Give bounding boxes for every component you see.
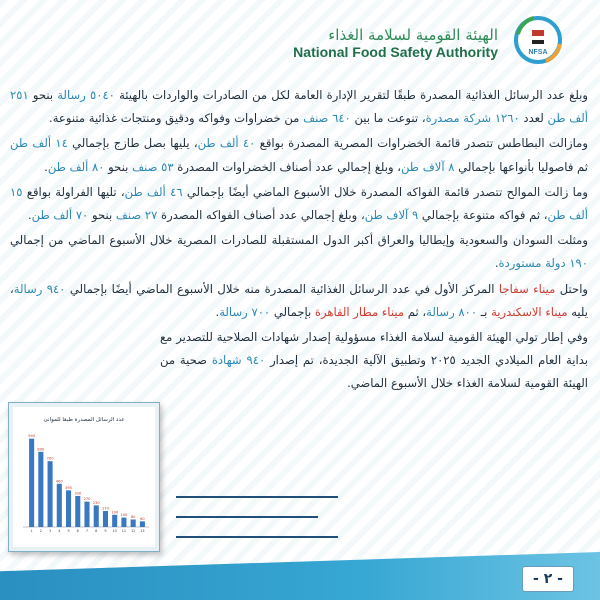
chart-bar-6 [75,496,80,527]
chart-bar-12 [131,519,136,527]
paragraph-exports-total: وبلغ عدد الرسائل الغذائية المصدرة طبقًا لتقرير الإدارة العامة لكل من الصادرات والواردات بالهيئة ٥٠٤٠ رسالة بنحو ٢٥١ ألف طن لعدد ١٢٦٠ شركة مصدرة، تنوعت ما بين ٦٤٠ صنف من خضراوات وفواكه ودقيق ومنتجات غذائية متنوعة. [10,88,588,126]
ports-chart-card [8,402,160,552]
paragraph-certificates: وفي إطار تولي الهيئة القومية لسلامة الغذاء مسؤولية إصدار شهادات الصلاحية للتصدير مع بداية العام الميلادي الجديد ٢٠٢٥ وتطبيق الآلية الجديدة، تم إصدار ٩٤٠ شهادة صحية من الهيئة القومية لسلامة الغذاء خلال الأسبوع الماضي. [160,330,589,391]
chart-value-label-12: 80 [130,514,136,519]
chart-value-label-1: 940 [28,434,36,439]
org-name-arabic: الهيئة القومية لسلامة الغذاء [328,26,498,44]
chart-title: عدد الرسائل المصدرة طبقا للموانئ [43,417,125,423]
paragraph-ports: واحتل ميناء سفاجا المركز الأول في عدد الرسائل الغذائية المصدرة منه خلال الأسبوع الماضي أيضًا بإجمالي ٩٤٠ رسالة، يليه ميناء الاسكندرية بـ ٨٠٠ رسالة، ثم ميناء مطار القاهرة بإجمالي ٧٠٠ رسالة. [10,281,589,319]
chart-value-label-13: 60 [140,516,145,521]
chart-bar-13 [140,521,145,527]
chart-bar-11 [121,518,126,527]
nfsa-logo-icon [512,14,564,66]
chart-category-label-11: 11 [121,529,127,533]
header [0,0,600,78]
chart-category-label-1: 1 [30,529,33,533]
report-body [10,84,588,398]
org-name-english: National Food Safety Authority [293,44,498,60]
chart-value-label-11: 100 [120,513,128,518]
paragraph-fruits: وما زالت الموالح تتصدر قائمة الفواكه المصدرة خلال الأسبوع الماضي أيضًا بإجمالي ٤٦ ألف طن، تليها الفراولة بواقع ١٥ ألف طن، ثم فواكه متنوعة بإجمالي ٩ آلاف طن، وبلغ إجمالي عدد أصناف الفواكه المصدرة ٢٧ صنف بنحو ٧٠ ألف طن. [10,184,588,223]
chart-value-label-9: 170 [102,506,109,511]
chart-category-label-2: 2 [39,529,42,533]
chart-bar-2 [38,452,43,527]
chart-value-label-4: 460 [55,479,63,484]
paragraph-countries: ومثلت السودان والسعودية وإيطاليا والعراق أكبر الدول المستقبلة للصادرات المصرية خلال الأسبوع الماضي من إجمالي ١٩٠ دولة مستوردة. [10,233,588,271]
chart-category-label-8: 8 [95,529,98,533]
chart-bar-5 [66,490,71,527]
chart-category-label-13: 13 [140,529,145,533]
chart-category-label-5: 5 [67,529,70,533]
chart-category-label-7: 7 [85,529,89,533]
chart-category-label-6: 6 [76,529,79,533]
chart-value-label-5: 390 [65,485,72,490]
paragraph-vegetables: ومازالت البطاطس تتصدر قائمة الخضراوات المصرية المصدرة بواقع ٤٠ ألف طن، يليها بصل طازج بإجمالي ١٤ ألف طن ثم فاصوليا بأنواعها بإجمالي ٨ آلاف طن، وبلغ إجمالي عدد أصناف الخضراوات المصدرة ٥٣ صنف بنحو ٨٠ ألف طن. [10,136,588,174]
chart-category-label-9: 9 [104,529,107,533]
chart-bar-8 [94,505,99,527]
page-number: - ٢ - [522,566,574,592]
chart-category-label-3: 3 [48,529,52,533]
chart-bar-1 [29,439,34,527]
chart-value-label-2: 800 [37,447,45,452]
chart-value-label-8: 230 [92,500,100,505]
divider-line-1 [176,496,338,498]
logo-abbr: NFSA [528,49,548,56]
divider-line-2 [176,516,318,518]
chart-bar-10 [112,515,117,527]
chart-value-label-10: 130 [111,510,119,515]
divider-line-3 [176,536,338,538]
chart-bar-3 [48,461,53,527]
chart-category-label-10: 10 [112,529,117,533]
chart-value-label-7: 270 [83,497,91,502]
chart-bar-9 [103,511,108,527]
ports-bar-chart [9,403,159,551]
chart-bar-4 [57,484,62,527]
chart-value-label-3: 700 [46,456,54,461]
chart-category-label-4: 4 [58,529,61,533]
chart-value-label-6: 330 [74,491,82,496]
chart-bar-7 [84,502,89,527]
chart-category-label-12: 12 [130,529,136,533]
